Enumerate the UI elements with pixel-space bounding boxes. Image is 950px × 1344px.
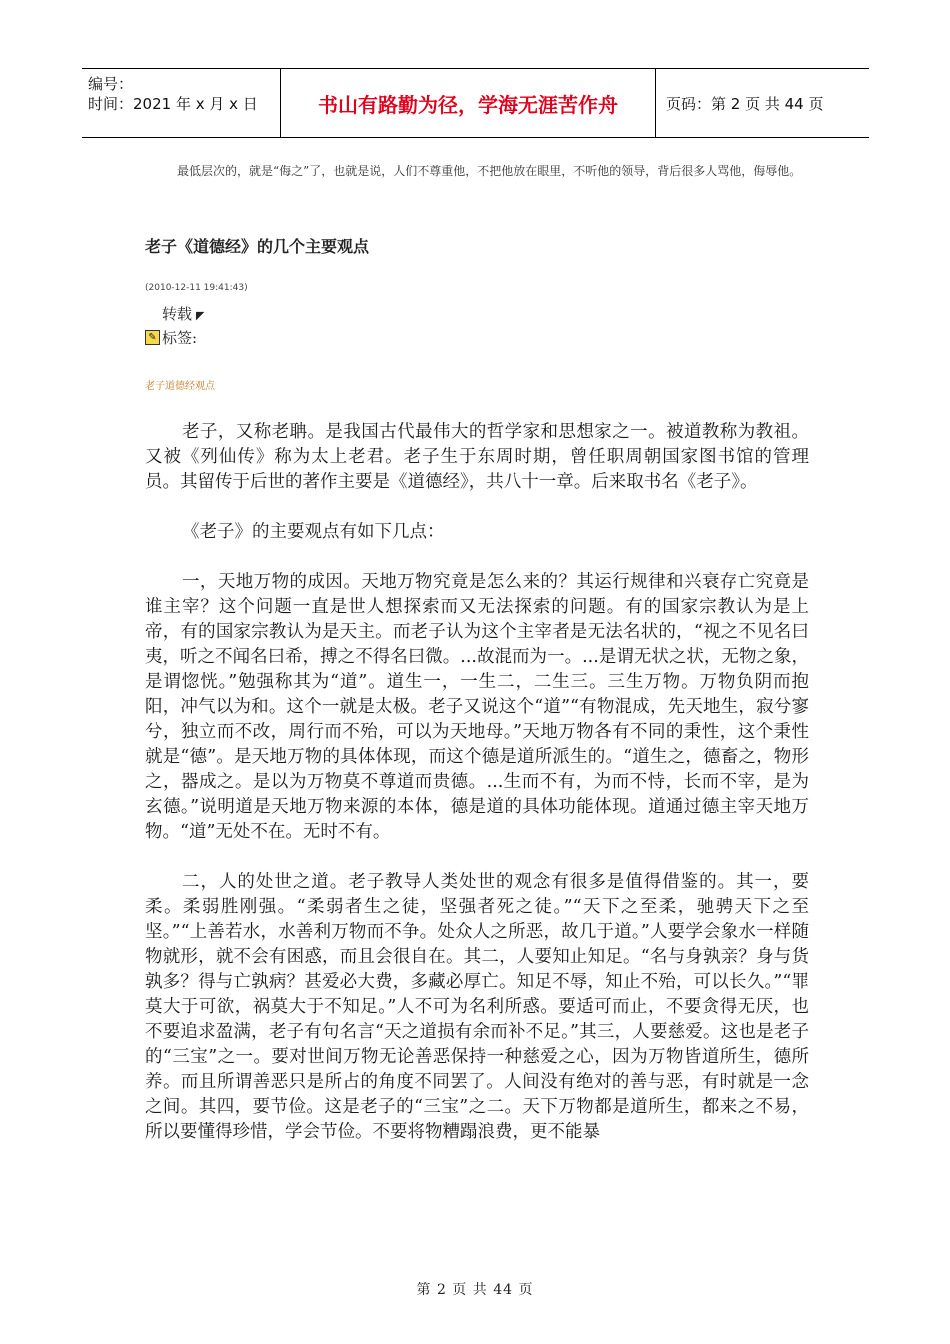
tags-label: 标签: — [162, 329, 198, 347]
article-body — [145, 420, 809, 1170]
page-header — [82, 68, 869, 138]
tags-row — [145, 327, 197, 348]
paragraph: 一，天地万物的成因。天地万物究竟是怎么来的？其运行规律和兴衰存亡究竟是谁主宰？这个问题一直是世人想探索而又无法探索的问题。有的国家宗教认为是上帝，有的国家宗教认为是天主。而老子认为这个主宰者是无法名状的，“视之不见名曰夷，听之不闻名曰希，搏之不得名曰微。...故混而为一。...是谓无状之状，无物之象，是谓惚恍。”勉强称其为“道”。道生一，一生二，二生三。三生万物。万物负阴而抱阳，冲气以为和。这个一就是太极。老子又说这个“道”“有物混成，先天地生，寂兮寥兮，独立而不改，周行而不殆，可以为天地母。”天地万物各有不同的秉性，这个秉性就是“德”。是天地万物的具体体现，而这个德是道所派生的。“道生之，德畜之，物形之，器成之。是以为万物莫不尊道而贵德。...生而不有，为而不恃，长而不宰，是为玄德。”说明道是天地万物来源的本体，德是道的具体功能体现。道通过德主宰天地万物。“道”无处不在。无时不有。 — [145, 572, 809, 842]
number-label: 编号： — [88, 75, 134, 93]
article-date: (2010-12-11 19:41:43) — [145, 283, 248, 293]
tag-icon: ✎ — [145, 330, 160, 345]
page-footer: 第 2 页 共 44 页 — [416, 1282, 534, 1298]
repost-button[interactable] — [162, 303, 204, 324]
repost-label: 转载 — [162, 305, 193, 323]
paragraph: 老子，又称老聃。是我国古代最伟大的哲学家和思想家之一。被道教称为教祖。又被《列仙传》称为太上老君。老子生于东周时期，曾任职周朝国家图书馆的管理员。其留传于后世的著作主要是《道德经》，共八十一章。后来取书名《老子》。 — [145, 422, 809, 492]
header-meta — [82, 69, 281, 137]
header-page-label: 页码：第 2 页 共 44 页 — [666, 94, 824, 113]
header-motto: 书山有路勤为径，学海无涯苦作舟 — [281, 69, 656, 137]
intro-paragraph: 最低层次的，就是“侮之”了，也就是说，人们不尊重他，不把他放在眼里，不听他的领导，背后很多人骂他，侮辱他。 — [177, 164, 802, 178]
paragraph: 二，人的处世之道。老子教导人类处世的观念有很多是值得借鉴的。其一，要柔。柔弱胜刚强。“柔弱者生之徒，坚强者死之徒。”“天下之至柔，驰骋天下之至坚。”“上善若水，水善利万物而不争。处众人之所恶，故几于道。”人要学会象水一样随物就形，就不会有困惑，而且会很自在。其二，人要知止知足。“名与身孰亲？身与货孰多？得与亡孰病？甚爱必大费，多藏必厚亡。知足不辱，知止不殆，可以长久。”“罪莫大于可欲，祸莫大于不知足。”人不可为名利所惑。要适可而止，不要贪得无厌，也不要追求盈满，老子有句名言“天之道损有余而补不足。”其三，人要慈爱。这也是老子的“三宝”之一。要对世间万物无论善恶保持一种慈爱之心，因为万物皆道所生，德所养。而且所谓善恶只是所占的角度不同罢了。人间没有绝对的善与恶，有时就是一念之间。其四，要节俭。这是老子的“三宝”之二。天下万物都是道所生，都来之不易，所以要懂得珍惜，学会节俭。不要将物糟蹋浪费，更不能暴 — [145, 872, 809, 1142]
dropdown-arrow-icon: ◤ — [196, 309, 205, 322]
tag-link[interactable]: 老子道德经观点 — [145, 381, 215, 392]
paragraph: 《老子》的主要观点有如下几点： — [182, 522, 445, 542]
time-label: 时间：2021 年 x 月 x 日 — [88, 95, 258, 113]
article-title: 老子《道德经》的几个主要观点 — [145, 237, 370, 256]
